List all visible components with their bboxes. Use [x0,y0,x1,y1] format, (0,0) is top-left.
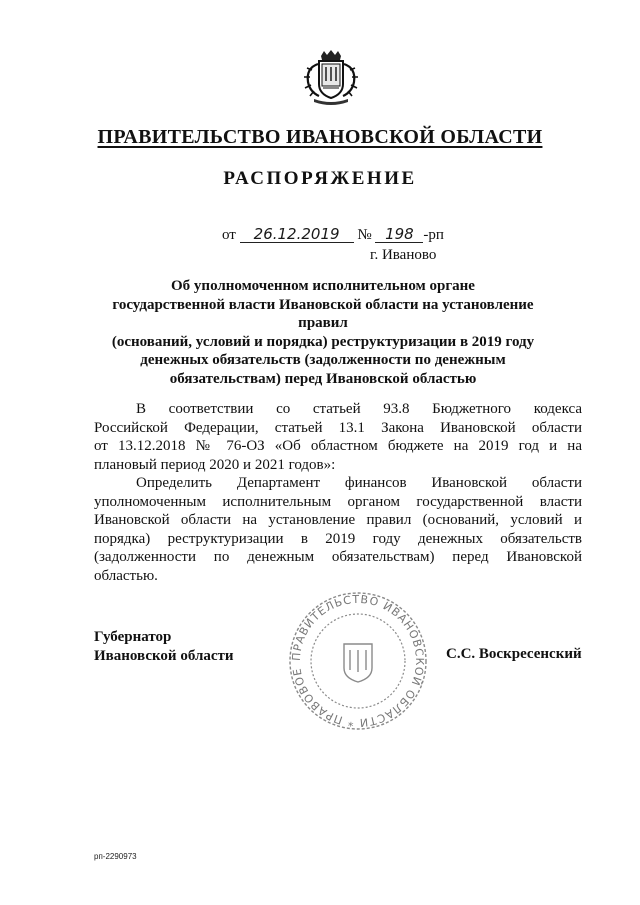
paragraph-line: Определить Департамент финансов Ивановской области [136,475,582,491]
paragraph-line: от 13.12.2018 № 76-ОЗ «Об областном бюджете на 2019 год и на [94,438,582,454]
position-line: Губернатор [94,629,172,645]
paragraph-line: плановый период 2020 и 2021 годов»: [94,456,336,473]
seal-text: ПРАВИТЕЛЬСТВО ИВАНОВСКОЙ ОБЛАСТИ * ПРАВОВОЕ [289,592,427,730]
subject-line: государственной власти Ивановской области на установление правил [112,296,534,331]
document-code: рп-2290973 [94,852,137,861]
subject-line: (оснований, условий и порядка) реструктуризации в 2019 году [111,333,535,350]
subject-line: обязательствам) перед Ивановской областью [169,370,477,387]
paragraph-line: уполномоченным исполнительным органом государственной власти [94,493,582,510]
paragraph-line: Российской Федерации, статьей 13.1 Закона Ивановской области [94,419,582,436]
city: г. Иваново [370,247,437,263]
subject-line: денежных обязательств (задолженности по денежным [140,352,506,368]
position-line: Ивановской области [94,647,234,664]
paragraph-basis [94,400,582,474]
signatory-position [94,628,234,665]
subject-heading [88,277,558,388]
subject-line: Об уполномоченном исполнительном органе [171,278,475,294]
signatory-name: С.С. Воскресенский [446,646,582,662]
official-seal-icon [278,586,438,736]
document-type: РАСПОРЯЖЕНИЕ [223,168,417,189]
government-title: ПРАВИТЕЛЬСТВО ИВАНОВСКОЙ ОБЛАСТИ [97,126,543,148]
number-suffix: -рп [423,227,444,243]
number-value: 198 [375,226,423,243]
date-number-line [222,226,444,244]
paragraph-line: областью. [94,567,158,584]
paragraph-line: В соответствии со статьей 93.8 Бюджетного кодекса [136,401,582,417]
paragraph-decision [94,474,582,585]
paragraph-line: порядка) реструктуризации в 2019 году денежных обязательств [94,530,582,547]
date-value: 26.12.2019 [240,226,354,243]
coat-of-arms-icon [300,50,362,106]
paragraph-line: (задолженности по денежным обязательствам) перед Ивановской [94,549,582,565]
number-sign: № [357,227,372,243]
paragraph-line: Ивановской области на установление правил (оснований, условий и [94,512,582,528]
date-prefix: от [222,227,236,243]
svg-text:ПРАВИТЕЛЬСТВО ИВАНОВСКОЙ ОБЛАС [278,586,426,729]
